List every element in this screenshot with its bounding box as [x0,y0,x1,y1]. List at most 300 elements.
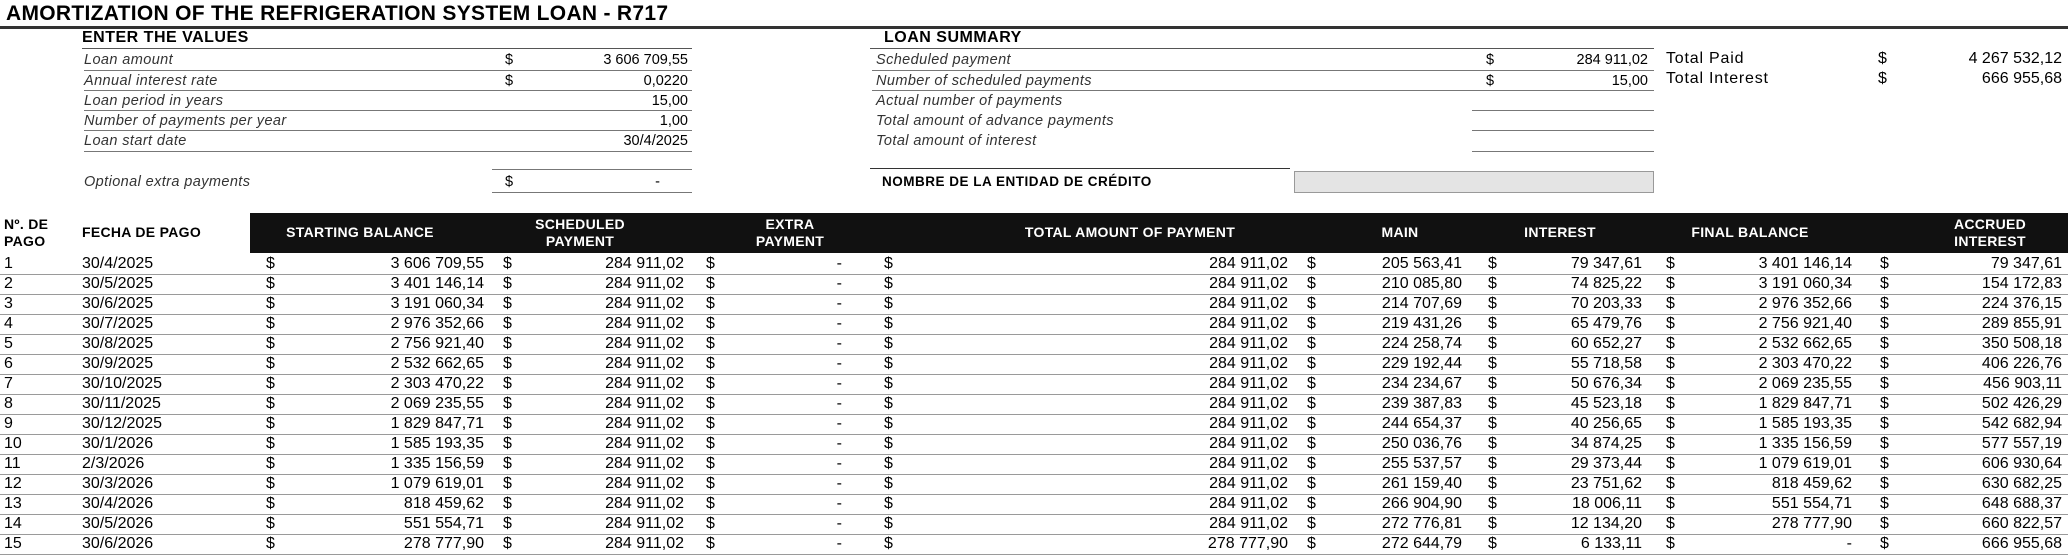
cell-final: 818 459,62 [1771,475,1852,492]
currency-symbol: $ [1666,255,1675,272]
loan-amount-label: Loan amount [84,52,174,68]
payments-per-year-label: Number of payments per year [84,113,287,129]
currency-symbol: $ [1880,535,1889,552]
cell-date: 30/6/2026 [82,535,154,552]
cell-scheduled: 284 911,02 [605,495,684,512]
cell-no: 5 [4,335,13,352]
table-header [0,213,2068,253]
cell-date: 2/3/2026 [82,455,145,472]
cell-final: 2 976 352,66 [1758,295,1852,312]
scheduled-payment-value: 284 911,02 [1576,52,1648,68]
lender-rule [870,168,1290,169]
currency-symbol: $ [1666,455,1675,472]
cell-scheduled: 284 911,02 [605,335,684,352]
currency-symbol: $ [706,435,715,452]
currency-symbol: $ [1880,255,1889,272]
cell-final: 2 303 470,22 [1758,355,1852,372]
table-row[interactable] [0,414,2068,435]
period-years-label: Loan period in years [84,93,224,109]
num-scheduled-label: Number of scheduled payments [876,73,1092,89]
cell-accrued: 154 172,83 [1981,275,2062,292]
total-paid-value: 4 267 532,12 [1968,50,2062,67]
cell-starting: 2 532 662,65 [390,355,484,372]
cell-date: 30/9/2025 [82,355,154,372]
currency-symbol: $ [1488,435,1497,452]
currency-symbol: $ [503,435,512,452]
cell-interest: 29 373,44 [1570,455,1642,472]
currency-symbol: $ [266,535,275,552]
currency-symbol: $ [884,255,893,272]
cell-extra: - [836,315,842,332]
currency-symbol: $ [1488,535,1497,552]
cell-no: 14 [4,515,22,532]
cell-total: 284 911,02 [1209,455,1288,472]
loan-amount-value[interactable]: 3 606 709,55 [603,52,688,68]
currency-symbol: $ [1880,435,1889,452]
payments-per-year-value[interactable]: 1,00 [659,113,688,129]
currency-symbol: $ [503,535,512,552]
currency-symbol: $ [884,335,893,352]
cell-date: 30/7/2025 [82,315,154,332]
underline [84,110,692,111]
start-date-label: Loan start date [84,133,187,149]
currency-symbol: $ [1488,495,1497,512]
cell-interest: 6 133,11 [1580,535,1642,552]
cell-scheduled: 284 911,02 [605,315,684,332]
currency-symbol: $ [884,355,893,372]
cell-scheduled: 284 911,02 [605,475,684,492]
cell-extra: - [836,395,842,412]
cell-no: 3 [4,295,13,312]
currency-symbol: $ [1307,515,1316,532]
currency-symbol: $ [1880,455,1889,472]
num-scheduled-value: 15,00 [1611,73,1648,89]
cell-final: - [1846,535,1852,552]
currency-symbol: $ [503,495,512,512]
page-title: AMORTIZATION OF THE REFRIGERATION SYSTEM LOAN - R717 [6,2,669,25]
cell-interest: 79 347,61 [1570,255,1642,272]
currency-symbol: $ [1307,295,1316,312]
cell-extra: - [836,275,842,292]
currency-symbol: $ [1307,375,1316,392]
currency-symbol: $ [1486,73,1495,89]
cell-starting: 3 191 060,34 [390,295,484,312]
cell-interest: 45 523,18 [1570,395,1642,412]
currency-symbol: $ [706,535,715,552]
cell-accrued: 577 557,19 [1981,435,2062,452]
cell-date: 30/12/2025 [82,415,163,432]
currency-symbol: $ [706,375,715,392]
currency-symbol: $ [1666,515,1675,532]
table-row[interactable] [0,394,2068,415]
currency-symbol: $ [505,52,514,68]
cell-main: 266 904,90 [1381,495,1462,512]
currency-symbol: $ [1666,535,1675,552]
cell-main: 234 234,67 [1381,375,1462,392]
cell-final: 2 756 921,40 [1758,315,1852,332]
currency-symbol: $ [706,495,715,512]
currency-symbol: $ [884,295,893,312]
currency-symbol: $ [706,355,715,372]
currency-symbol: $ [503,415,512,432]
currency-symbol: $ [1666,475,1675,492]
cell-extra: - [836,355,842,372]
currency-symbol: $ [1488,375,1497,392]
currency-symbol: $ [1880,395,1889,412]
cell-final: 278 777,90 [1771,515,1852,532]
table-row[interactable] [0,254,2068,275]
cell-final: 2 532 662,65 [1758,335,1852,352]
cell-starting: 1 585 193,35 [390,435,484,452]
col-final-header[interactable]: FINAL BALANCE [1691,224,1809,240]
table-row[interactable] [0,494,2068,515]
currency-symbol: $ [706,295,715,312]
period-years-value[interactable]: 15,00 [651,93,688,109]
header-line: PAGO [4,233,46,249]
cell-extra: - [836,535,842,552]
cell-accrued: 542 682,94 [1981,415,2062,432]
underline [1472,130,1654,131]
cell-accrued: 350 508,18 [1981,335,2062,352]
table-row[interactable] [0,374,2068,395]
currency-symbol: $ [1666,495,1675,512]
cell-starting: 1 829 847,71 [390,415,484,432]
underline [872,90,1654,91]
underline [872,70,1654,71]
currency-symbol: $ [266,275,275,292]
currency-symbol: $ [1880,375,1889,392]
cell-total: 284 911,02 [1209,295,1288,312]
cell-interest: 18 006,11 [1572,495,1642,512]
header-line: EXTRA [765,216,815,232]
table-row[interactable] [0,474,2068,495]
underline [84,130,692,131]
header-line: INTEREST [1954,233,2026,249]
currency-symbol: $ [503,315,512,332]
cell-interest: 34 874,25 [1570,435,1642,452]
cell-extra: - [836,295,842,312]
cell-accrued: 289 855,91 [1981,315,2062,332]
currency-symbol: $ [503,475,512,492]
cell-final: 1 335 156,59 [1758,435,1852,452]
currency-symbol: $ [266,415,275,432]
cell-main: 219 431,26 [1381,315,1462,332]
cell-total: 284 911,02 [1209,375,1288,392]
currency-symbol: $ [706,315,715,332]
underline [84,90,692,91]
actual-payments-label: Actual number of payments [876,93,1063,109]
currency-symbol: $ [884,495,893,512]
cell-no: 2 [4,275,13,292]
currency-symbol: $ [1307,275,1316,292]
table-row[interactable] [0,454,2068,475]
cell-scheduled: 284 911,02 [605,375,684,392]
currency-symbol: $ [1880,515,1889,532]
cell-date: 30/6/2025 [82,295,154,312]
cell-total: 284 911,02 [1209,255,1288,272]
currency-symbol: $ [1307,335,1316,352]
cell-date: 30/5/2026 [82,515,154,532]
currency-symbol: $ [266,395,275,412]
currency-symbol: $ [706,455,715,472]
underline [1472,151,1654,152]
col-extra-header[interactable] [730,216,850,250]
cell-scheduled: 284 911,02 [605,435,684,452]
currency-symbol: $ [1666,355,1675,372]
underline [84,151,692,152]
cell-extra: - [836,515,842,532]
cell-scheduled: 284 911,02 [605,415,684,432]
underline [492,192,692,193]
col-no-header[interactable] [4,216,48,250]
cell-accrued: 630 682,25 [1981,475,2062,492]
cell-accrued: 660 822,57 [1981,515,2062,532]
interest-total-label: Total amount of interest [876,133,1037,149]
currency-symbol: $ [1488,415,1497,432]
currency-symbol: $ [1307,435,1316,452]
lender-name-input[interactable] [1294,171,1654,193]
currency-symbol: $ [1878,50,1887,67]
currency-symbol: $ [706,275,715,292]
currency-symbol: $ [884,435,893,452]
currency-symbol: $ [266,475,275,492]
currency-symbol: $ [706,255,715,272]
cell-total: 284 911,02 [1209,415,1288,432]
cell-final: 1 585 193,35 [1758,415,1852,432]
currency-symbol: $ [1666,275,1675,292]
cell-starting: 3 606 709,55 [390,255,484,272]
currency-symbol: $ [266,315,275,332]
cell-main: 205 563,41 [1381,255,1462,272]
header-line: SCHEDULED [535,216,625,232]
col-accrued-header[interactable] [1920,216,2060,250]
currency-symbol: $ [1488,515,1497,532]
currency-symbol: $ [503,255,512,272]
header-line: PAYMENT [545,233,615,249]
cell-extra: - [836,455,842,472]
underline [492,169,692,170]
cell-total: 284 911,02 [1209,335,1288,352]
extra-payments-value[interactable]: - [655,174,660,190]
table-row[interactable] [0,514,2068,535]
summary-heading: LOAN SUMMARY [884,29,1022,46]
cell-total: 284 911,02 [1209,435,1288,452]
cell-scheduled: 284 911,02 [605,535,684,552]
cell-final: 551 554,71 [1771,495,1852,512]
annual-rate-label: Annual interest rate [84,73,218,89]
cell-final: 3 191 060,34 [1758,275,1852,292]
cell-scheduled: 284 911,02 [605,255,684,272]
total-interest-label: Total Interest [1666,70,1769,87]
table-row[interactable] [0,314,2068,335]
cell-extra: - [836,495,842,512]
currency-symbol: $ [884,535,893,552]
inputs-heading: ENTER THE VALUES [82,29,249,46]
cell-extra: - [836,415,842,432]
cell-main: 239 387,83 [1381,395,1462,412]
cell-main: 250 036,76 [1381,435,1462,452]
cell-scheduled: 284 911,02 [605,275,684,292]
cell-total: 284 911,02 [1209,475,1288,492]
col-starting-header[interactable]: STARTING BALANCE [286,224,434,240]
table-row[interactable] [0,534,2068,555]
currency-symbol: $ [1488,395,1497,412]
cell-starting: 2 976 352,66 [390,315,484,332]
inputs-heading-rule [82,48,692,49]
cell-no: 6 [4,355,13,372]
cell-accrued: 79 347,61 [1990,255,2062,272]
cell-main: 214 707,69 [1381,295,1462,312]
cell-no: 9 [4,415,13,432]
currency-symbol: $ [1880,275,1889,292]
cell-interest: 55 718,58 [1570,355,1642,372]
col-scheduled-header[interactable] [520,216,640,250]
cell-total: 284 911,02 [1209,275,1288,292]
currency-symbol: $ [1666,415,1675,432]
cell-interest: 65 479,76 [1570,315,1642,332]
currency-symbol: $ [706,515,715,532]
cell-date: 30/5/2025 [82,275,154,292]
table-row[interactable] [0,434,2068,455]
cell-starting: 1 335 156,59 [390,455,484,472]
currency-symbol: $ [1880,355,1889,372]
cell-total: 284 911,02 [1209,315,1288,332]
currency-symbol: $ [1488,475,1497,492]
col-main-header[interactable]: MAIN [1381,224,1419,240]
col-total-header[interactable]: TOTAL AMOUNT OF PAYMENT [1024,224,1236,240]
cell-main: 255 537,57 [1381,455,1462,472]
currency-symbol: $ [884,455,893,472]
cell-starting: 278 777,90 [403,535,484,552]
annual-rate-value[interactable]: 0,0220 [643,73,688,89]
cell-starting: 818 459,62 [403,495,484,512]
currency-symbol: $ [1307,535,1316,552]
currency-symbol: $ [503,455,512,472]
currency-symbol: $ [1307,475,1316,492]
cell-starting: 551 554,71 [403,515,484,532]
currency-symbol: $ [1666,375,1675,392]
cell-extra: - [836,475,842,492]
currency-symbol: $ [505,73,514,89]
cell-accrued: 606 930,64 [1981,455,2062,472]
cell-main: 210 085,80 [1381,275,1462,292]
cell-no: 13 [4,495,22,512]
currency-symbol: $ [884,515,893,532]
start-date-value[interactable]: 30/4/2025 [623,133,688,149]
currency-symbol: $ [1307,455,1316,472]
currency-symbol: $ [1488,335,1497,352]
cell-date: 30/3/2026 [82,475,154,492]
header-line: PAYMENT [755,233,825,249]
cell-extra: - [836,335,842,352]
table-row[interactable] [0,294,2068,315]
underline [84,70,692,71]
currency-symbol: $ [1880,315,1889,332]
cell-extra: - [836,255,842,272]
currency-symbol: $ [884,275,893,292]
currency-symbol: $ [1880,415,1889,432]
scheduled-payment-label: Scheduled payment [876,52,1011,68]
currency-symbol: $ [1880,335,1889,352]
cell-extra: - [836,375,842,392]
cell-accrued: 648 688,37 [1981,495,2062,512]
cell-scheduled: 284 911,02 [605,395,684,412]
cell-total: 278 777,90 [1207,535,1288,552]
cell-interest: 60 652,27 [1570,335,1642,352]
cell-no: 8 [4,395,13,412]
currency-symbol: $ [1666,435,1675,452]
currency-symbol: $ [1666,335,1675,352]
currency-symbol: $ [1488,355,1497,372]
currency-symbol: $ [266,255,275,272]
cell-main: 272 776,81 [1381,515,1462,532]
currency-symbol: $ [505,174,514,190]
currency-symbol: $ [1666,295,1675,312]
cell-no: 7 [4,375,13,392]
currency-symbol: $ [1307,495,1316,512]
cell-scheduled: 284 911,02 [605,515,684,532]
cell-accrued: 502 426,29 [1981,395,2062,412]
currency-symbol: $ [1488,275,1497,292]
currency-symbol: $ [503,335,512,352]
table-row[interactable] [0,354,2068,375]
currency-symbol: $ [706,395,715,412]
currency-symbol: $ [884,375,893,392]
header-line: ACCRUED [1953,216,2027,232]
currency-symbol: $ [1878,70,1887,87]
extra-payments-label: Optional extra payments [84,174,251,190]
cell-date: 30/11/2025 [82,395,161,412]
currency-symbol: $ [1666,395,1675,412]
currency-symbol: $ [503,355,512,372]
currency-symbol: $ [266,495,275,512]
cell-date: 30/4/2026 [82,495,154,512]
currency-symbol: $ [706,475,715,492]
cell-no: 15 [4,535,22,552]
cell-scheduled: 284 911,02 [605,295,684,312]
currency-symbol: $ [1488,295,1497,312]
currency-symbol: $ [503,515,512,532]
cell-starting: 2 303 470,22 [390,375,484,392]
currency-symbol: $ [1880,495,1889,512]
col-date-header[interactable]: FECHA DE PAGO [82,224,202,240]
cell-interest: 12 134,20 [1570,515,1642,532]
cell-interest: 74 825,22 [1570,275,1642,292]
cell-accrued: 666 955,68 [1981,535,2062,552]
currency-symbol: $ [706,335,715,352]
lender-name-label: NOMBRE DE LA ENTIDAD DE CRÉDITO [882,174,1152,189]
table-row[interactable] [0,274,2068,295]
currency-symbol: $ [1307,255,1316,272]
cell-interest: 70 203,33 [1570,295,1642,312]
cell-starting: 3 401 146,14 [390,275,484,292]
currency-symbol: $ [266,375,275,392]
currency-symbol: $ [503,375,512,392]
underline [1472,110,1654,111]
currency-symbol: $ [884,415,893,432]
currency-symbol: $ [706,415,715,432]
col-interest-header[interactable]: INTEREST [1524,224,1596,240]
currency-symbol: $ [1307,395,1316,412]
cell-no: 11 [4,455,21,472]
cell-accrued: 406 226,76 [1981,355,2062,372]
currency-symbol: $ [1666,315,1675,332]
currency-symbol: $ [1488,455,1497,472]
currency-symbol: $ [1488,255,1497,272]
table-row[interactable] [0,334,2068,355]
currency-symbol: $ [266,515,275,532]
cell-total: 284 911,02 [1209,515,1288,532]
